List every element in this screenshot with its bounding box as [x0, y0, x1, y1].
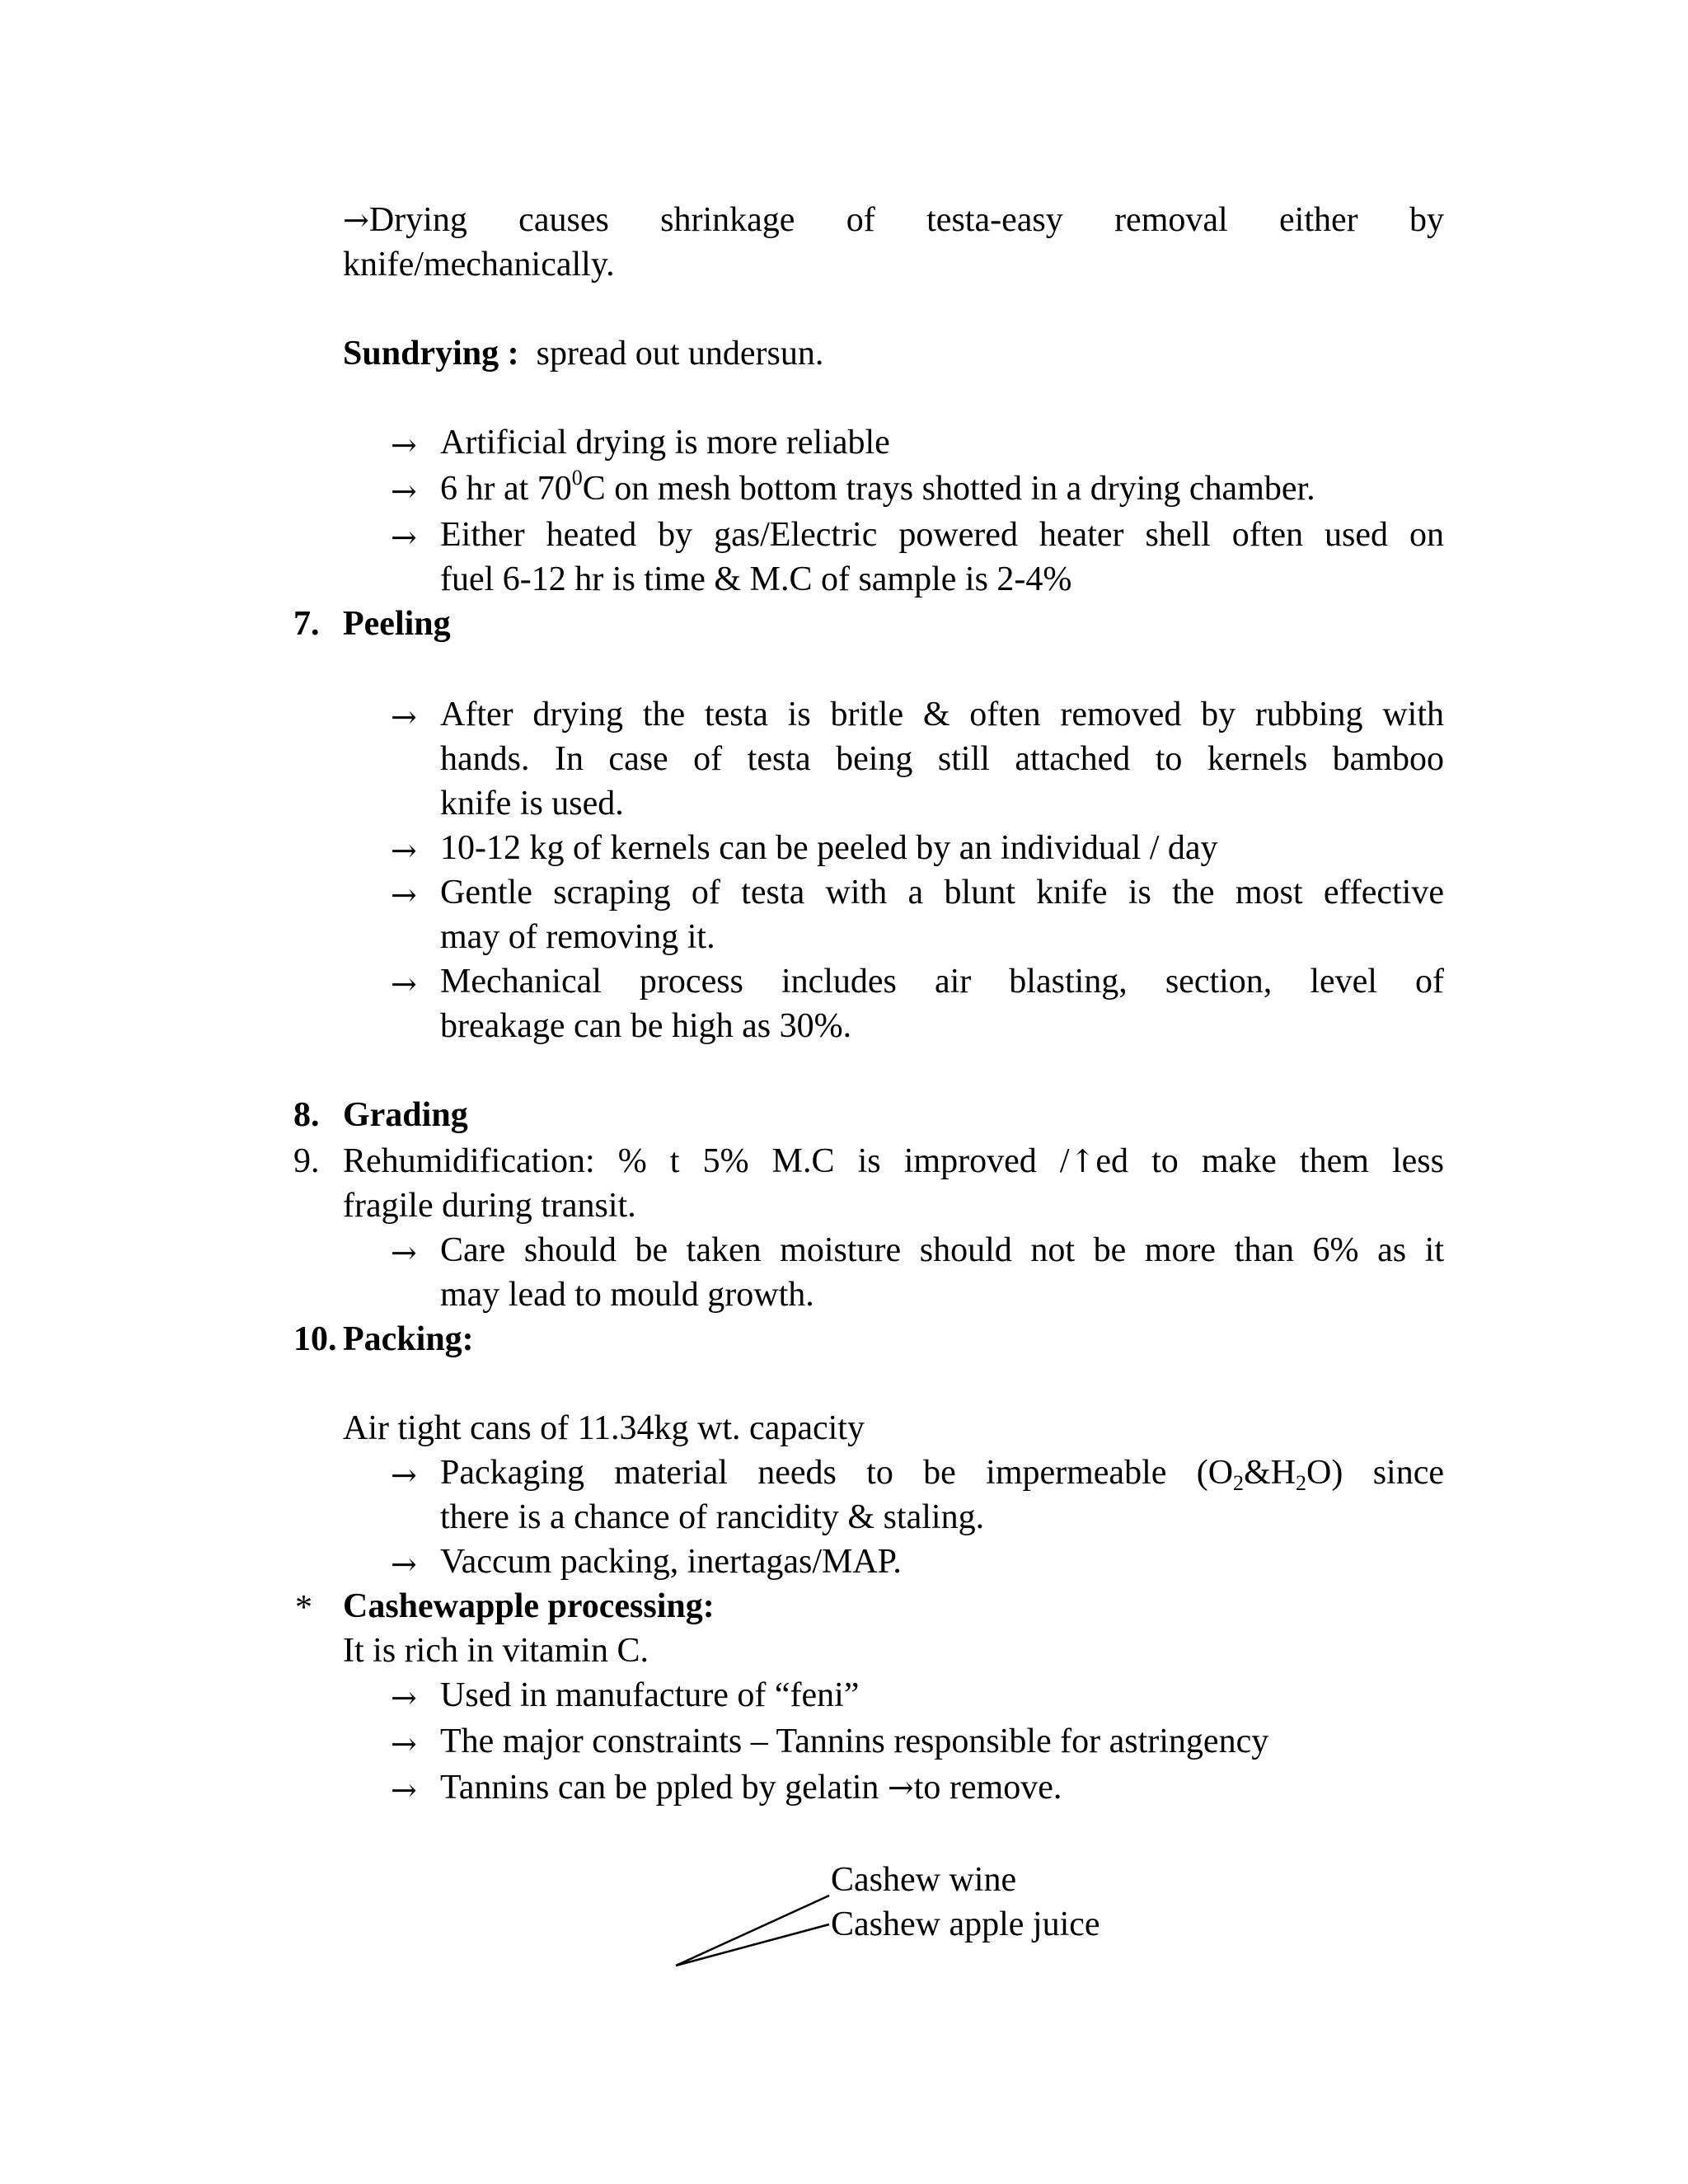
sundrying-line: [343, 331, 823, 376]
peeling-point-4-line-1: Mechanical process includes air blasting, section, level of: [440, 963, 1444, 1001]
section-7-number: 7.: [293, 605, 320, 643]
right-arrow-icon: →: [391, 1457, 417, 1493]
asterisk-bullet: *: [295, 1589, 312, 1627]
cashew-point-3: Tannins can be ppled by gelatin →to remove.: [440, 1769, 1062, 1807]
sundrying-text: spread out undersun.: [536, 335, 824, 373]
section-10-title: Packing:: [343, 1320, 474, 1358]
intro-line-2: knife/mechanically.: [343, 246, 615, 284]
right-arrow-icon: →: [391, 832, 417, 869]
right-arrow-icon: →: [887, 1769, 914, 1806]
section-9-point-line-1: Care should be taken moisture should not be more than 6% as it: [440, 1231, 1444, 1269]
section-9-line-1: Rehumidification: % t 5% M.C is improved /↑ed to make them less: [343, 1142, 1444, 1180]
section-10-number: 10.: [293, 1320, 337, 1358]
right-arrow-icon: →: [391, 966, 417, 1002]
packing-point-2: Vaccum packing, inertagas/MAP.: [440, 1543, 902, 1581]
right-arrow-icon: →: [391, 1772, 417, 1808]
branch-line-1: [676, 1896, 829, 1966]
section-9-number: 9.: [293, 1142, 320, 1180]
right-arrow-icon: →: [391, 877, 417, 913]
branch-label-cashew-wine: Cashew wine: [831, 1861, 1017, 1899]
peeling-point-1-line-3: knife is used.: [440, 785, 624, 823]
right-arrow-icon: →: [391, 427, 417, 463]
sundrying-label: Sundrying :: [343, 335, 519, 373]
section-8-title: Grading: [343, 1096, 468, 1134]
right-arrow-icon: →: [391, 1726, 417, 1762]
right-arrow-icon: →: [391, 1680, 417, 1716]
branch-line-2: [676, 1924, 829, 1966]
drying-point-1: Artificial drying is more reliable: [440, 424, 890, 462]
right-arrow-icon: →: [391, 473, 417, 509]
packing-point-1-line-2: there is a chance of rancidity & staling.: [440, 1498, 985, 1536]
drying-point-3-line-2: fuel 6-12 hr is time & M.C of sample is 2-4%: [440, 560, 1072, 598]
packing-intro: Air tight cans of 11.34kg wt. capacity: [343, 1409, 865, 1447]
branch-label-cashew-apple-juice: Cashew apple juice: [831, 1905, 1100, 1943]
right-arrow-icon: →: [391, 519, 417, 555]
up-arrow-icon: ↑: [1069, 1143, 1096, 1179]
right-arrow-icon: →: [343, 202, 369, 238]
right-arrow-icon: →: [391, 1235, 417, 1271]
peeling-point-3-line-1: Gentle scraping of testa with a blunt knife is the most effective: [440, 874, 1444, 912]
section-9-line-2: fragile during transit.: [343, 1187, 636, 1225]
section-8-number: 8.: [293, 1096, 320, 1134]
right-arrow-icon: →: [391, 1546, 417, 1582]
packing-point-1-line-1: Packaging material needs to be impermeable $(O_2\&H_2O)$ since: [440, 1454, 1444, 1495]
drying-point-3-line-1: Either heated by gas/Electric powered heater shell often used on: [440, 516, 1444, 554]
section-9-point-line-2: may lead to mould growth.: [440, 1276, 814, 1314]
cashew-point-2: The major constraints – Tannins responsible for astringency: [440, 1722, 1269, 1760]
cashew-point-1: Used in manufacture of “feni”: [440, 1676, 860, 1714]
peeling-point-1-line-1: After drying the testa is britle & often removed by rubbing with: [440, 696, 1444, 733]
peeling-point-1-line-2: hands. In case of testa being still attached to kernels bamboo: [440, 740, 1444, 778]
intro-line-1: →Drying causes shrinkage of testa-easy removal either by: [343, 201, 1444, 239]
peeling-point-3-line-2: may of removing it.: [440, 918, 715, 956]
cashew-apple-title: Cashewapple processing:: [343, 1587, 715, 1625]
right-arrow-icon: →: [391, 699, 417, 735]
drying-point-2: 6 hr at $70^0C$ on mesh bottom trays shotted in a drying chamber.: [440, 466, 1315, 508]
cashew-apple-intro: It is rich in vitamin C.: [343, 1632, 649, 1670]
peeling-point-2: 10-12 kg of kernels can be peeled by an individual / day: [440, 829, 1218, 867]
section-7-title: Peeling: [343, 605, 451, 643]
peeling-point-4-line-2: breakage can be high as 30%.: [440, 1007, 852, 1045]
